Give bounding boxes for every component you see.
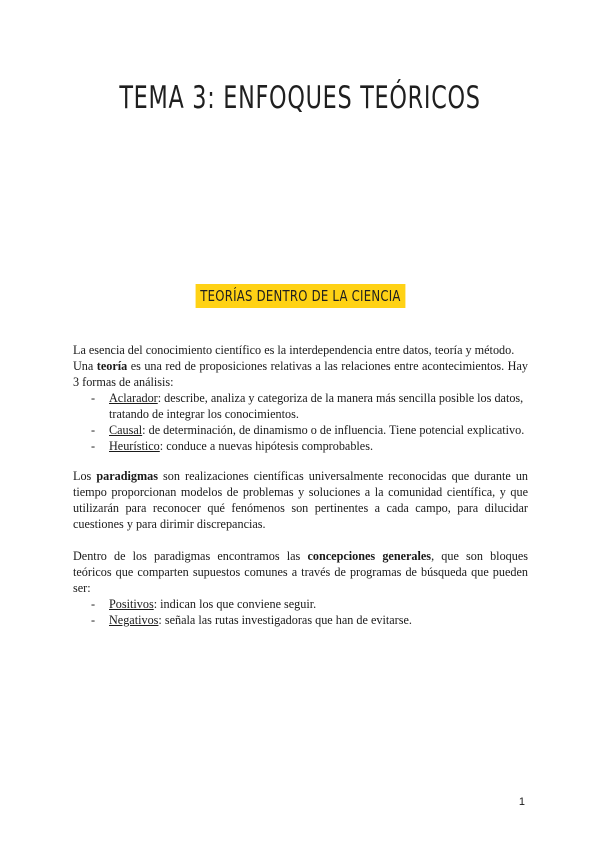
list-text: : de determinación, de dinamismo o de influencia. Tiene potencial explicativo. (142, 423, 525, 437)
text-run: son realizaciones científicas universalmente reconocidas que durante un tiempo proporcionan modelos de problemas y soluciones a la comunidad científica, y que utilizarán para reconocer qué fenómenos son pertinentes a cada campo, para dilucidar cuestiones y para dirimir discrepancias. (73, 469, 529, 531)
paragraph-line (73, 358, 528, 390)
list-term: Causal (109, 423, 143, 437)
list-text: : describe, analiza y categoriza de la manera más sencilla posible los datos, tratando de integrar los conocimientos. (109, 391, 524, 421)
page-number: 1 (518, 796, 525, 808)
list-term: Heurístico (109, 439, 160, 453)
dash-bullet: - (91, 613, 96, 627)
dash-bullet: - (91, 423, 96, 437)
text-run: , que son bloques teóricos que comparten supuestos comunes a través de programas de búsqueda que pueden ser: (73, 549, 529, 595)
paragraph-teoria (73, 342, 528, 454)
section-heading-wrap (0, 284, 600, 308)
list-item (73, 596, 528, 612)
dash-bullet: - (91, 391, 96, 405)
list-item (73, 390, 528, 422)
list-text: : señala las rutas investigadoras que han de evitarse. (158, 613, 412, 627)
list-term: Negativos (109, 613, 159, 627)
list-item (73, 612, 528, 628)
dash-bullet: - (91, 439, 96, 453)
list-text: : conduce a nuevas hipótesis comprobables. (159, 439, 374, 453)
text-run: Dentro de los paradigmas encontramos las (73, 549, 308, 563)
page-title: TEMA 3: ENFOQUES TEÓRICOS (119, 80, 481, 116)
bold-term: teoría (96, 359, 128, 373)
paragraph-line: La esencia del conocimiento científico es la interdependencia entre datos, teoría y método. (73, 343, 515, 357)
section-heading: TEORÍAS DENTRO DE LA CIENCIA (195, 284, 405, 308)
list-item (73, 422, 528, 438)
programs-list (73, 596, 528, 628)
list-item (73, 438, 528, 454)
analysis-list (73, 390, 528, 454)
text-run: es una red de proposiciones relativas a las relaciones entre acontecimientos. Hay 3 formas de análisis: (73, 359, 528, 389)
list-term: Positivos (109, 597, 154, 611)
paragraph-concepciones (73, 548, 528, 628)
paragraph-paradigmas (73, 468, 528, 532)
dash-bullet: - (91, 597, 96, 611)
list-term: Aclarador (109, 391, 158, 405)
text-run: Una (73, 359, 97, 373)
paragraph-line (73, 548, 528, 596)
list-text: : indican los que conviene seguir. (153, 597, 317, 611)
bold-term: paradigmas (96, 469, 158, 483)
text-run: Los (73, 469, 97, 483)
bold-term: concepciones generales (307, 549, 432, 563)
